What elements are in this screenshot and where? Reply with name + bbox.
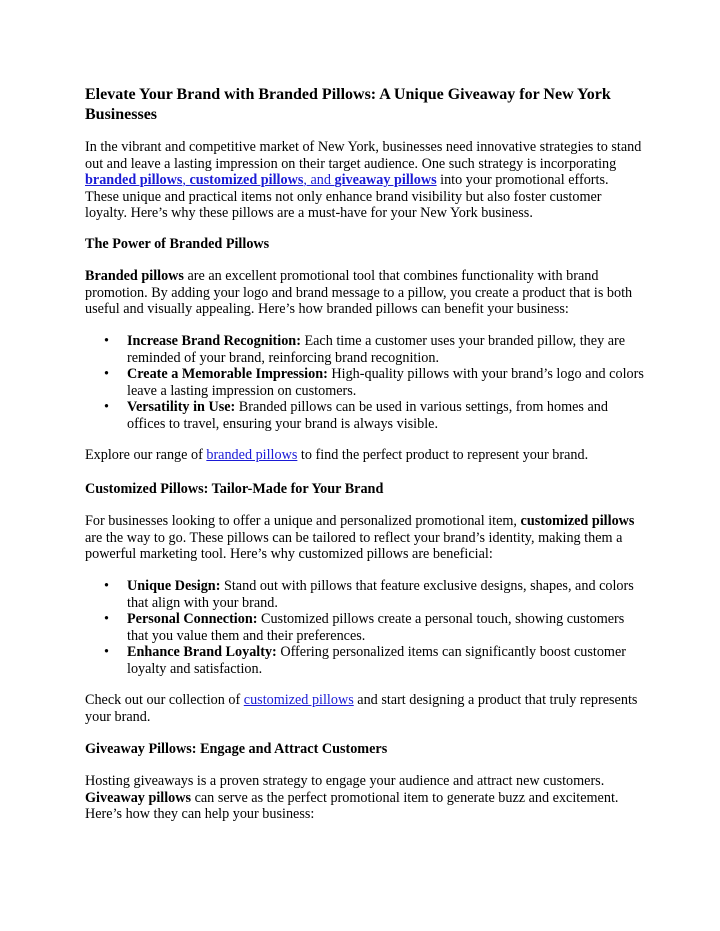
- list-item: [85, 611, 645, 644]
- giveaway-pillows-link[interactable]: giveaway pillows: [334, 172, 437, 189]
- list-item: [85, 399, 645, 432]
- list-item-text: Customized pillows create a personal touch, showing customers that you value them and their preferences.: [127, 611, 625, 644]
- branded-paragraph: [85, 268, 645, 318]
- check-text-end: and start designing a product that truly represents your brand.: [85, 692, 638, 725]
- branded-benefits-list: [85, 333, 645, 433]
- giveaway-text-end: can serve as the perfect promotional item to generate buzz and excitement. Here’s how they can help your business:: [85, 789, 619, 823]
- list-item-text: Each time a customer uses your branded pillow, they are reminded of your brand, reinforcing brand recognition.: [127, 333, 626, 366]
- intro-text-end: into your promotional efforts. These unique and practical items not only enhance brand visibility but also foster customer loyalty. Here’s why these pillows are a must-have for your New York business.: [85, 172, 609, 222]
- branded-pillows-link[interactable]: branded pillows: [85, 172, 183, 189]
- section-heading-customized: Customized Pillows: Tailor-Made for Your Brand: [85, 481, 384, 497]
- intro-paragraph: [85, 139, 645, 222]
- explore-paragraph: [85, 447, 645, 464]
- intro-separator: ,: [182, 172, 190, 189]
- branded-text: are an excellent promotional tool that combines functionality with brand promotion. By adding your logo and brand message to a pillow, you create a product that is both useful and visually appealing. Here’s how branded pillows can benefit your business:: [85, 268, 633, 318]
- bullet-icon: •: [104, 578, 109, 594]
- giveaway-paragraph: [85, 773, 645, 823]
- explore-text-end: to find the perfect product to represent your brand.: [297, 447, 589, 463]
- customized-pillows-link[interactable]: customized pillows: [189, 172, 304, 189]
- list-item-title: Unique Design:: [127, 578, 221, 594]
- page-title: Elevate Your Brand with Branded Pillows: A Unique Giveaway for New York Businesses: [85, 86, 611, 123]
- check-paragraph: [85, 692, 645, 725]
- customized-paragraph: [85, 513, 645, 563]
- list-item: [85, 333, 645, 366]
- list-item: [85, 644, 645, 677]
- check-customized-pillows-link[interactable]: customized pillows: [243, 692, 354, 708]
- list-item-title: Create a Memorable Impression:: [127, 366, 328, 383]
- bullet-icon: •: [104, 333, 109, 349]
- bullet-icon: •: [104, 366, 109, 383]
- bullet-icon: •: [104, 399, 109, 416]
- bullet-icon: •: [104, 611, 109, 628]
- list-item-text: Stand out with pillows that feature exclusive designs, shapes, and colors that align with your brand.: [127, 578, 634, 611]
- list-item-title: Versatility in Use:: [127, 399, 236, 416]
- intro-text: In the vibrant and competitive market of New York, businesses need innovative strategies to stand out and leave a lasting impression on their target audience. One such strategy is incorporating: [85, 139, 642, 172]
- list-item: [85, 578, 645, 611]
- customized-term: customized pillows: [520, 513, 635, 529]
- list-item-title: Personal Connection:: [127, 611, 258, 628]
- list-item-text: Offering personalized items can significantly boost customer loyalty and satisfaction.: [127, 644, 626, 677]
- check-text: Check out our collection of: [85, 692, 244, 708]
- list-item-title: Enhance Brand Loyalty:: [127, 644, 277, 661]
- customized-text-end: are the way to go. These pillows can be tailored to reflect your brand’s identity, making them a powerful marketing tool. Here’s why customized pillows are beneficial:: [85, 529, 623, 563]
- list-item: [85, 366, 645, 399]
- giveaway-term: Giveaway pillows: [85, 789, 192, 806]
- list-item-text: Branded pillows can be used in various settings, from homes and offices to travel, ensuring your brand is always visible.: [127, 399, 608, 432]
- customized-text: For businesses looking to offer a unique and personalized promotional item,: [85, 513, 521, 529]
- list-item-title: Increase Brand Recognition:: [127, 333, 301, 349]
- section-heading-giveaway: Giveaway Pillows: Engage and Attract Customers: [85, 741, 388, 757]
- explore-branded-pillows-link[interactable]: branded pillows: [206, 447, 298, 463]
- giveaway-text: Hosting giveaways is a proven strategy to engage your audience and attract new customers.: [85, 773, 605, 789]
- explore-text: Explore our range of: [85, 447, 207, 463]
- branded-term: Branded pillows: [85, 268, 184, 284]
- bullet-icon: •: [104, 644, 109, 661]
- list-item-text: High-quality pillows with your brand’s logo and colors leave a lasting impression on customers.: [127, 366, 644, 399]
- intro-separator-and: , and: [303, 172, 335, 189]
- customized-benefits-list: [85, 578, 645, 678]
- section-heading-branded: The Power of Branded Pillows: [85, 236, 270, 252]
